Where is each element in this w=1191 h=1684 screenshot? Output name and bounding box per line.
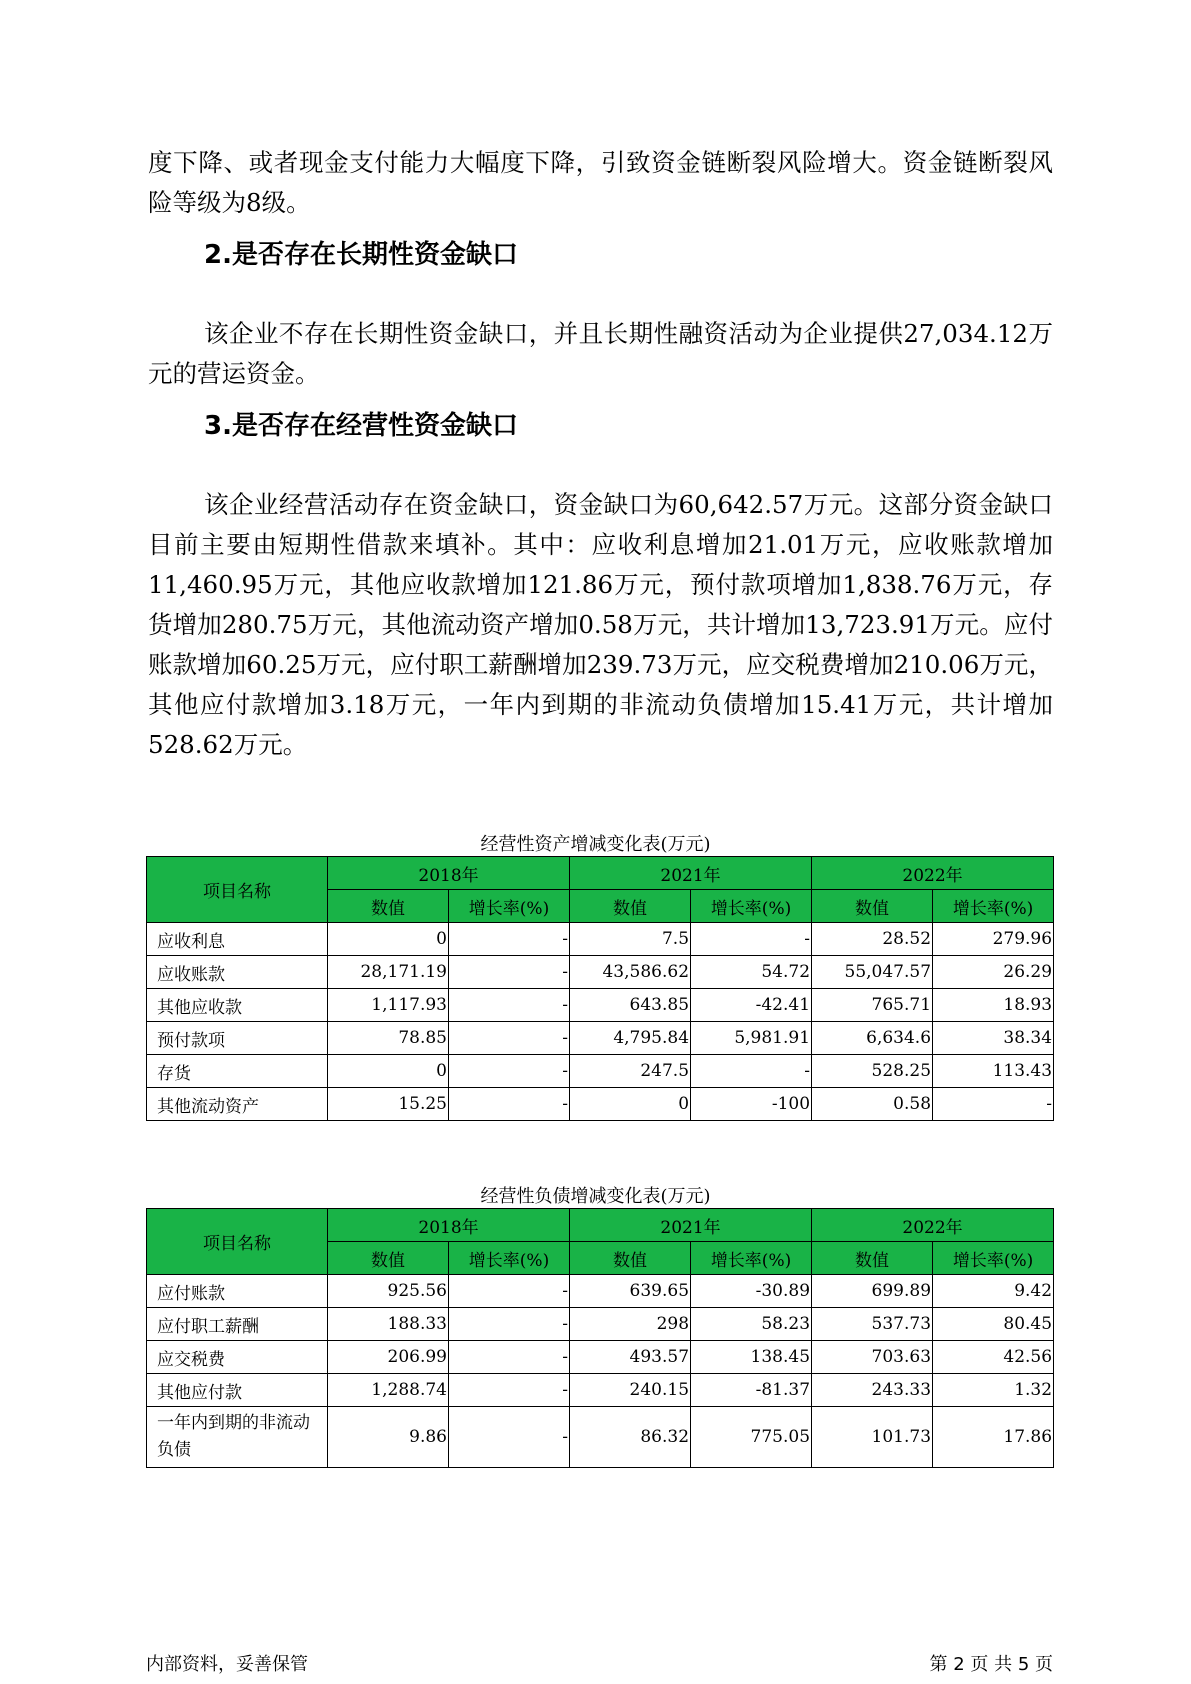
cell-rate-2018: - (449, 989, 570, 1022)
cell-rate-2022: 26.29 (933, 956, 1054, 989)
header-item-name: 项目名称 (147, 857, 328, 923)
row-name: 应付账款 (147, 1275, 328, 1308)
header-rate: 增长率(%) (449, 1242, 570, 1275)
cell-value-2018: 0 (328, 1055, 449, 1088)
cell-value-2022: 528.25 (812, 1055, 933, 1088)
header-year-2022: 2022年 (812, 1209, 1054, 1242)
row-name: 存货 (147, 1055, 328, 1088)
cell-value-2021: 43,586.62 (570, 956, 691, 989)
cell-rate-2022: 38.34 (933, 1022, 1054, 1055)
table-row (147, 1374, 1054, 1407)
cell-value-2021: 86.32 (570, 1407, 691, 1468)
table-row (147, 1308, 1054, 1341)
footer-confidential-note: 内部资料，妥善保管 (146, 1654, 308, 1675)
cell-rate-2021: 775.05 (691, 1407, 812, 1468)
cell-rate-2021: -42.41 (691, 989, 812, 1022)
row-name: 一年内到期的非流动负债 (147, 1407, 328, 1468)
liabilities-table-title: 经营性负债增减变化表(万元) (480, 1186, 711, 1207)
paragraph-long-term-gap: 该企业不存在长期性资金缺口，并且长期性融资活动为企业提供27,034.12万元的营运资金。 (148, 319, 1053, 388)
table-row (147, 989, 1054, 1022)
cell-value-2018: 206.99 (328, 1341, 449, 1374)
cell-value-2021: 7.5 (570, 923, 691, 956)
paragraph-operating-gap: 该企业经营活动存在资金缺口，资金缺口为60,642.57万元。这部分资金缺口目前主要由短期性借款来填补。其中：应收利息增加21.01万元，应收账款增加11,460.95万元，其他应收款增加121.86万元，预付款项增加1,838.76万元，存货增加280.75万元，其他流动资产增加0.58万元，共计增加13,723.91万元。应付账款增加60.25万元，应付职工薪酬增加239.73万元，应交税费增加210.06万元，其他应付款增加3.18万元，一年内到期的非流动负债增加15.41万元，共计增加528.62万元。 (148, 490, 1053, 759)
footer-page-number: 第 2 页 共 5 页 (929, 1654, 1053, 1675)
cell-value-2021: 298 (570, 1308, 691, 1341)
cell-rate-2018: - (449, 1022, 570, 1055)
row-name: 应付职工薪酬 (147, 1308, 328, 1341)
header-rate: 增长率(%) (933, 890, 1054, 923)
cell-rate-2022: 80.45 (933, 1308, 1054, 1341)
cell-value-2022: 765.71 (812, 989, 933, 1022)
cell-rate-2021: 58.23 (691, 1308, 812, 1341)
cell-rate-2021: 138.45 (691, 1341, 812, 1374)
cell-rate-2018: - (449, 1055, 570, 1088)
cell-value-2021: 240.15 (570, 1374, 691, 1407)
cell-rate-2021: 5,981.91 (691, 1022, 812, 1055)
cell-rate-2022: - (933, 1088, 1054, 1121)
row-name: 其他应付款 (147, 1374, 328, 1407)
cell-rate-2018: - (449, 1341, 570, 1374)
cell-rate-2018: - (449, 923, 570, 956)
cell-value-2018: 28,171.19 (328, 956, 449, 989)
cell-value-2018: 9.86 (328, 1407, 449, 1468)
cell-value-2022: 55,047.57 (812, 956, 933, 989)
table-row (147, 1088, 1054, 1121)
cell-value-2018: 15.25 (328, 1088, 449, 1121)
cell-rate-2018: - (449, 956, 570, 989)
header-value: 数值 (812, 1242, 933, 1275)
header-rate: 增长率(%) (933, 1242, 1054, 1275)
header-year-2021: 2021年 (570, 857, 812, 890)
cell-rate-2021: 54.72 (691, 956, 812, 989)
header-item-name: 项目名称 (147, 1209, 328, 1275)
table-row (147, 1275, 1054, 1308)
cell-value-2022: 28.52 (812, 923, 933, 956)
cell-value-2021: 0 (570, 1088, 691, 1121)
cell-value-2018: 78.85 (328, 1022, 449, 1055)
cell-value-2022: 537.73 (812, 1308, 933, 1341)
cell-rate-2018: - (449, 1308, 570, 1341)
header-year-2018: 2018年 (328, 1209, 570, 1242)
cell-rate-2022: 17.86 (933, 1407, 1054, 1468)
assets-table-title: 经营性资产增减变化表(万元) (480, 834, 711, 855)
table-row (147, 1407, 1054, 1468)
cell-value-2018: 188.33 (328, 1308, 449, 1341)
table-row (147, 1055, 1054, 1088)
header-value: 数值 (570, 1242, 691, 1275)
header-value: 数值 (812, 890, 933, 923)
table-row (147, 923, 1054, 956)
cell-rate-2018: - (449, 1374, 570, 1407)
cell-value-2022: 243.33 (812, 1374, 933, 1407)
header-rate: 增长率(%) (691, 1242, 812, 1275)
table-row (147, 956, 1054, 989)
cell-rate-2021: - (691, 1055, 812, 1088)
cell-value-2018: 1,117.93 (328, 989, 449, 1022)
cell-value-2022: 0.58 (812, 1088, 933, 1121)
header-rate: 增长率(%) (449, 890, 570, 923)
paragraph-risk-level: 度下降、或者现金支付能力大幅度下降，引致资金链断裂风险增大。资金链断裂风险等级为8级。 (148, 148, 1053, 217)
cell-value-2022: 101.73 (812, 1407, 933, 1468)
cell-value-2018: 1,288.74 (328, 1374, 449, 1407)
cell-rate-2022: 9.42 (933, 1275, 1054, 1308)
liabilities-table (146, 1208, 1054, 1468)
header-year-2021: 2021年 (570, 1209, 812, 1242)
cell-rate-2018: - (449, 1275, 570, 1308)
cell-rate-2021: -81.37 (691, 1374, 812, 1407)
row-name: 预付款项 (147, 1022, 328, 1055)
header-year-2022: 2022年 (812, 857, 1054, 890)
header-value: 数值 (328, 890, 449, 923)
header-value: 数值 (570, 890, 691, 923)
cell-rate-2022: 279.96 (933, 923, 1054, 956)
cell-value-2022: 703.63 (812, 1341, 933, 1374)
table-row (147, 1022, 1054, 1055)
cell-value-2021: 643.85 (570, 989, 691, 1022)
cell-rate-2022: 18.93 (933, 989, 1054, 1022)
section-heading-operating-gap: 3.是否存在经营性资金缺口 (204, 411, 518, 441)
cell-value-2018: 0 (328, 923, 449, 956)
cell-rate-2021: -30.89 (691, 1275, 812, 1308)
cell-value-2021: 247.5 (570, 1055, 691, 1088)
header-rate: 增长率(%) (691, 890, 812, 923)
cell-rate-2022: 113.43 (933, 1055, 1054, 1088)
assets-table (146, 856, 1054, 1121)
cell-value-2021: 639.65 (570, 1275, 691, 1308)
header-year-2018: 2018年 (328, 857, 570, 890)
cell-value-2022: 6,634.6 (812, 1022, 933, 1055)
cell-value-2018: 925.56 (328, 1275, 449, 1308)
table-row (147, 1341, 1054, 1374)
cell-value-2021: 493.57 (570, 1341, 691, 1374)
cell-rate-2018: - (449, 1088, 570, 1121)
cell-rate-2021: - (691, 923, 812, 956)
cell-rate-2022: 1.32 (933, 1374, 1054, 1407)
row-name: 应交税费 (147, 1341, 328, 1374)
row-name: 其他流动资产 (147, 1088, 328, 1121)
header-value: 数值 (328, 1242, 449, 1275)
cell-rate-2018: - (449, 1407, 570, 1468)
cell-value-2022: 699.89 (812, 1275, 933, 1308)
row-name: 其他应收款 (147, 989, 328, 1022)
cell-rate-2021: -100 (691, 1088, 812, 1121)
row-name: 应收利息 (147, 923, 328, 956)
cell-rate-2022: 42.56 (933, 1341, 1054, 1374)
section-heading-long-term-gap: 2.是否存在长期性资金缺口 (204, 240, 518, 270)
cell-value-2021: 4,795.84 (570, 1022, 691, 1055)
row-name: 应收账款 (147, 956, 328, 989)
